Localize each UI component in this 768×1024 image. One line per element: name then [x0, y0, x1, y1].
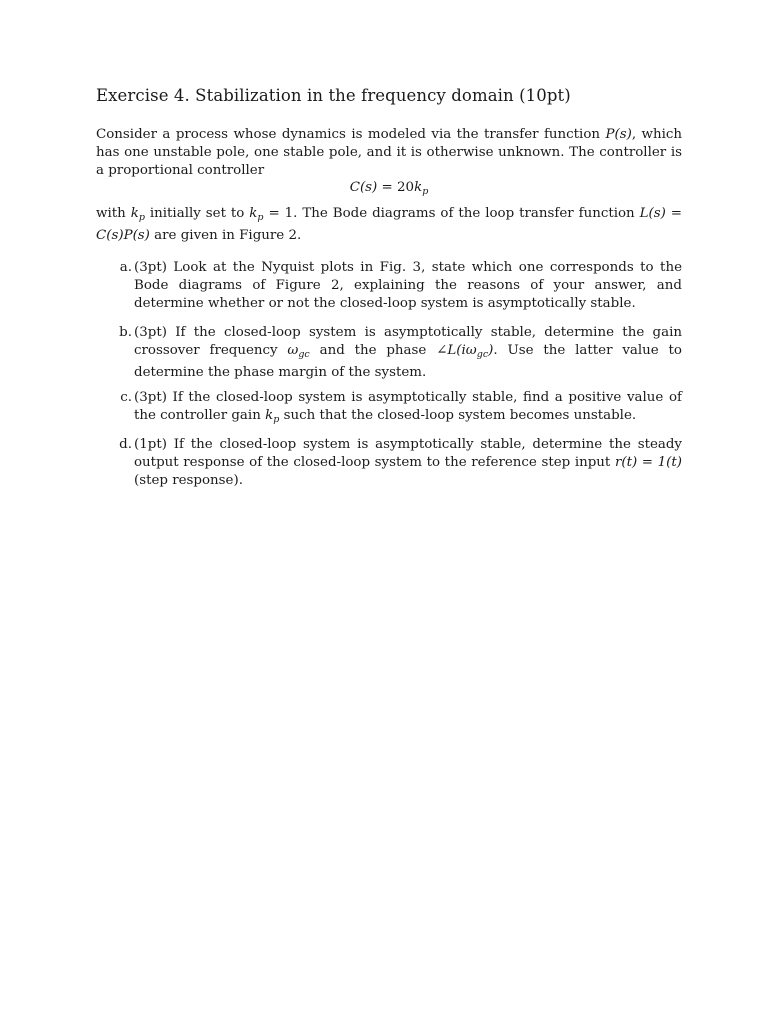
exercise-title: Exercise 4. Stabilization in the frequency domain (10pt)	[96, 86, 571, 105]
list-item-d: d. (1pt) If the closed-loop system is asymptotically stable, determine the steady output response of the closed-loop system to the reference step input r(t) = 1(t) (step response).	[112, 436, 682, 490]
list-marker: d.	[119, 437, 132, 452]
list-marker: b.	[119, 325, 132, 340]
controller-equation: $C(s) = 20k_p$	[349, 180, 429, 197]
intro-paragraph: Consider a process whose dynamics is modeled via the transfer function P(s), which has one unstable pole, one stable pole, and it is otherwise unknown. The controller is a proportional controller	[96, 127, 682, 178]
bode-paragraph: with $k_p$ initially set to $k_p = 1$. The Bode diagrams of the loop transfer function L(s) = C(s)P(s) are given in Figure 2.	[96, 206, 682, 243]
list-marker: a.	[119, 260, 132, 275]
list-item-c: c. (3pt) If the closed-loop system is asymptotically stable, find a positive value of the controller gain $k_p$ such that the closed-loop system becomes unstable.	[112, 389, 682, 429]
list-item-a: a. (3pt) Look at the Nyquist plots in Fig. 3, state which one corresponds to the Bode diagrams of Figure 2, explaining the reasons of your answer, and determine whether or not the closed-loop system is asymptotically stable.	[112, 259, 682, 313]
math-P-of-s: P(s)	[605, 127, 632, 142]
list-marker: c.	[120, 390, 132, 405]
list-item-b: b. (3pt) If the closed-loop system is asymptotically stable, determine the gain crossover frequency $\omega_{gc}$ and the phase $\angle L(i\omega_{gc})$. Use the latter value to determine the phase margin of the system.	[112, 324, 682, 382]
